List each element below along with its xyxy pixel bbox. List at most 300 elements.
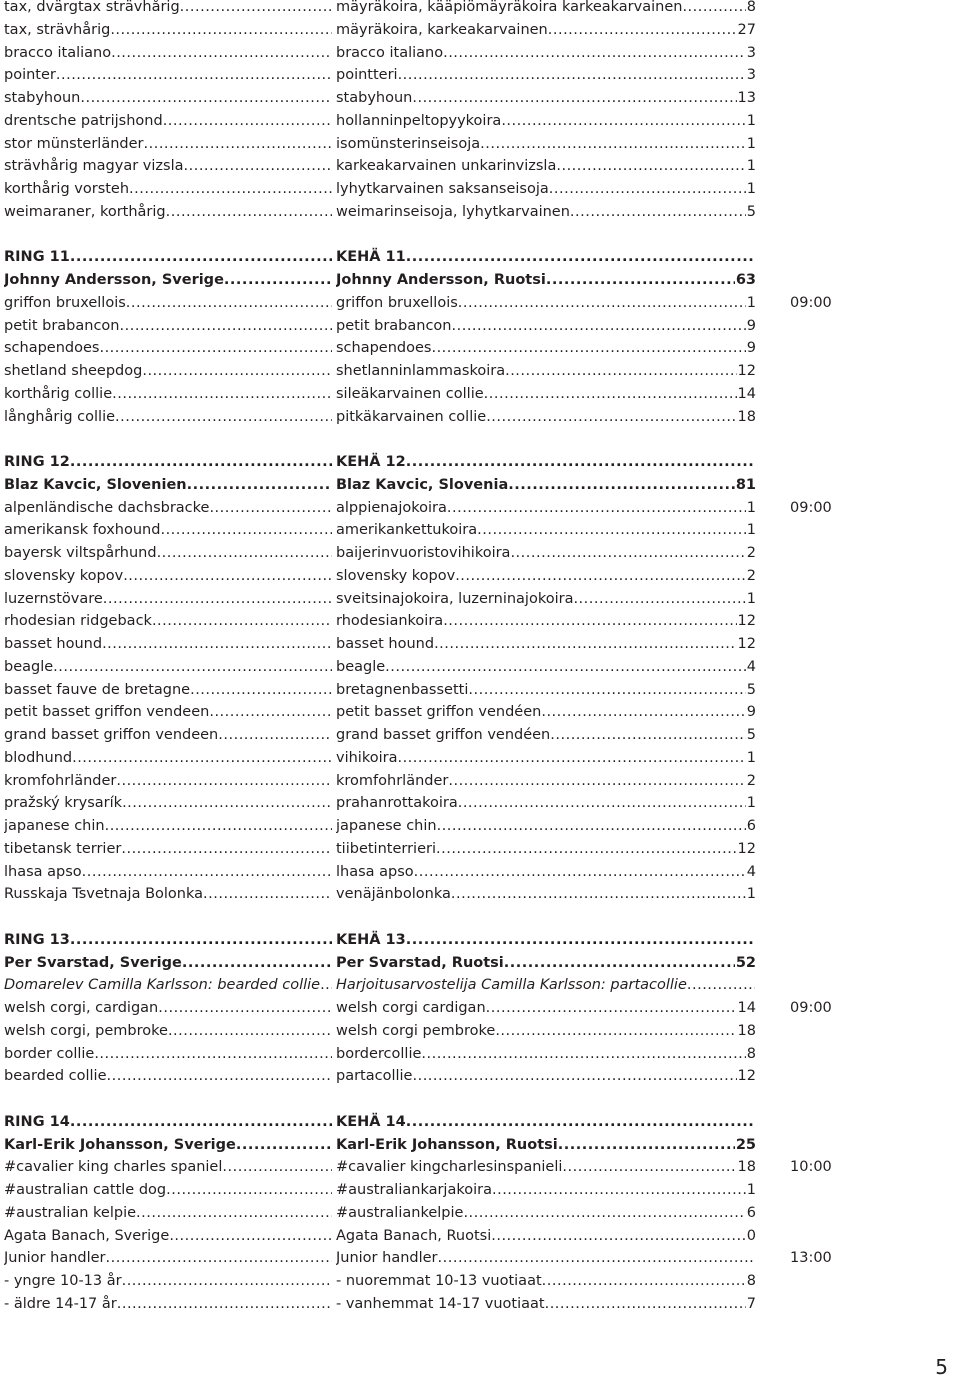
swedish-cell — [4, 974, 332, 996]
breed-row — [0, 64, 960, 86]
breed-row — [0, 201, 960, 223]
finnish-text: Harjoitusarvostelija Camilla Karlsson: partacollie — [336, 977, 687, 994]
finnish-cell — [336, 406, 756, 428]
swedish-text: Domarelev Camilla Karlsson: bearded collie — [4, 977, 321, 994]
breed-row — [0, 883, 960, 905]
entry-count: 14 — [737, 1000, 756, 1016]
dot-leader — [120, 315, 333, 337]
breed-row — [0, 633, 960, 655]
swedish-text: alpenländische dachsbracke — [4, 499, 210, 516]
dot-leader — [116, 770, 332, 792]
swedish-text: blodhund — [4, 749, 73, 766]
dot-leader — [570, 201, 746, 223]
entry-count: 2 — [746, 772, 756, 789]
finnish-text: partacollie — [336, 1068, 413, 1085]
dot-leader — [136, 1202, 332, 1224]
dot-leader — [103, 588, 332, 610]
finnish-text: welsh corgi pembroke — [336, 1022, 496, 1039]
swedish-text: griffon bruxellois — [4, 294, 126, 311]
entry-count: 0 — [746, 1227, 756, 1244]
swedish-cell — [4, 747, 332, 769]
swedish-text: grand basset griffon vendeen — [4, 727, 219, 743]
finnish-cell — [336, 1134, 756, 1156]
swedish-text: Junior handler — [4, 1250, 106, 1267]
entry-count: 9 — [746, 340, 756, 357]
dot-leader — [549, 178, 746, 200]
breed-row — [0, 383, 960, 405]
finnish-text: pointteri — [336, 67, 398, 84]
dot-leader — [458, 792, 746, 814]
dot-leader — [406, 246, 755, 268]
finnish-text: venäjänbolonka — [336, 886, 451, 903]
swedish-cell — [4, 565, 332, 587]
swedish-cell — [4, 315, 332, 337]
swedish-text: #australian kelpie — [4, 1204, 137, 1221]
finnish-text: schapendoes — [336, 340, 432, 357]
dot-leader — [112, 383, 332, 405]
finnish-text: rhodesiankoira — [336, 613, 444, 630]
dot-leader — [510, 542, 745, 564]
dot-leader — [190, 679, 332, 701]
finnish-cell — [336, 1293, 756, 1315]
dot-leader — [443, 42, 746, 64]
dot-leader — [406, 1111, 755, 1133]
finnish-text: Per Svarstad, Ruotsi — [336, 954, 504, 971]
ring-heading — [0, 451, 960, 473]
entry-count: 1 — [746, 886, 756, 903]
swedish-text: - yngre 10-13 år — [4, 1273, 122, 1289]
swedish-cell — [4, 542, 332, 564]
swedish-text: tax, dvärgtax strävhårig — [4, 0, 180, 15]
dot-leader — [53, 656, 332, 678]
swedish-cell — [4, 155, 332, 177]
note-row — [0, 974, 960, 996]
finnish-cell — [336, 679, 756, 701]
finnish-cell — [336, 337, 756, 359]
swedish-text: japanese chin — [4, 818, 105, 834]
dot-leader — [414, 861, 746, 883]
dot-leader — [117, 1293, 332, 1315]
swedish-cell — [4, 1293, 332, 1315]
dot-leader — [158, 997, 332, 1019]
finnish-cell — [336, 838, 756, 860]
finnish-cell — [336, 747, 756, 769]
finnish-cell — [336, 0, 756, 18]
swedish-text: Agata Banach, Sverige — [4, 1227, 170, 1244]
finnish-text: vihikoira — [336, 749, 398, 766]
swedish-cell — [4, 1043, 332, 1065]
dot-leader — [431, 337, 745, 359]
breed-row — [0, 588, 960, 610]
swedish-cell — [4, 679, 332, 701]
ring-heading — [0, 246, 960, 268]
finnish-cell — [336, 656, 756, 678]
swedish-cell — [4, 42, 332, 64]
dot-leader — [447, 497, 746, 519]
breed-row — [0, 679, 960, 701]
dot-leader — [545, 1293, 746, 1315]
swedish-text: tax, strävhårig — [4, 21, 111, 38]
start-time: 09:00 — [790, 294, 832, 311]
swedish-cell — [4, 1111, 332, 1133]
breed-row — [0, 0, 960, 18]
dot-leader — [504, 952, 735, 974]
breed-row — [0, 1225, 960, 1247]
swedish-cell — [4, 929, 332, 951]
entry-count: 12 — [737, 840, 756, 857]
entry-count: 3 — [746, 67, 756, 84]
dot-leader — [129, 178, 332, 200]
entry-count: 18 — [737, 1022, 756, 1039]
entry-count: 18 — [737, 1159, 756, 1176]
finnish-text: alppienajokoira — [336, 499, 447, 516]
finnish-text: tiibetinterrieri — [336, 840, 436, 857]
finnish-cell — [336, 1202, 756, 1224]
swedish-cell — [4, 1156, 332, 1178]
swedish-cell — [4, 19, 332, 41]
finnish-cell — [336, 861, 756, 883]
swedish-cell — [4, 815, 332, 837]
dot-leader — [168, 1020, 332, 1042]
finnish-cell — [336, 815, 756, 837]
swedish-text: luzernstövare — [4, 590, 103, 607]
dot-leader — [468, 679, 745, 701]
breed-row — [0, 19, 960, 41]
dot-leader — [209, 497, 332, 519]
dot-leader — [486, 997, 737, 1019]
swedish-cell — [4, 1179, 332, 1201]
entry-count: 1 — [746, 294, 756, 311]
judge-row — [0, 952, 960, 974]
swedish-text: Russkaja Tsvetnaja Bolonka — [4, 886, 204, 903]
entry-count: 9 — [746, 317, 756, 334]
breed-row — [0, 1202, 960, 1224]
swedish-text: RING 12 — [4, 454, 70, 470]
finnish-cell — [336, 155, 756, 177]
finnish-text: karkeakarvainen unkarinvizsla — [336, 158, 557, 175]
breed-row — [0, 292, 960, 314]
swedish-cell — [4, 1202, 332, 1224]
swedish-cell — [4, 997, 332, 1019]
entry-count: 9 — [746, 704, 756, 721]
breed-row — [0, 565, 960, 587]
entry-count: 1 — [746, 1182, 756, 1198]
breed-row — [0, 315, 960, 337]
dot-leader — [203, 883, 332, 905]
swedish-text: petit brabancon — [4, 317, 120, 334]
swedish-text: Blaz Kavcic, Slovenien — [4, 476, 187, 493]
finnish-cell — [336, 724, 756, 746]
entry-count: 1 — [746, 522, 756, 539]
finnish-text: #australiankarjakoira — [336, 1182, 492, 1198]
dot-leader — [458, 292, 746, 314]
swedish-text: Per Svarstad, Sverige — [4, 954, 182, 971]
finnish-text: KEHÄ 14 — [336, 1113, 406, 1130]
dot-leader — [115, 406, 332, 428]
swedish-cell — [4, 861, 332, 883]
dot-leader — [107, 1065, 332, 1087]
entry-count: 1 — [746, 590, 756, 607]
finnish-text: Junior handler — [336, 1250, 438, 1267]
finnish-text: bracco italiano — [336, 44, 444, 61]
breed-row — [0, 42, 960, 64]
finnish-text: mäyräkoira, karkeakarvainen — [336, 21, 548, 38]
dot-leader — [550, 724, 746, 746]
finnish-text: bretagnenbassetti — [336, 681, 469, 698]
dot-leader — [437, 815, 746, 837]
finnish-cell — [336, 1156, 756, 1178]
swedish-cell — [4, 474, 332, 496]
finnish-cell — [336, 42, 756, 64]
finnish-cell — [336, 1270, 756, 1292]
swedish-text: #australian cattle dog — [4, 1182, 167, 1198]
swedish-cell — [4, 610, 332, 632]
entry-count: 2 — [746, 545, 756, 561]
dot-leader — [320, 974, 332, 996]
finnish-text: KEHÄ 13 — [336, 931, 406, 948]
entry-count: 5 — [746, 681, 756, 698]
dot-leader — [218, 724, 332, 746]
swedish-cell — [4, 337, 332, 359]
swedish-text: border collie — [4, 1045, 95, 1062]
entry-count: 1 — [746, 749, 756, 766]
dot-leader — [398, 64, 746, 86]
swedish-text: strävhårig magyar vizsla — [4, 158, 184, 175]
dot-leader — [70, 246, 332, 268]
swedish-text: petit basset griffon vendeen — [4, 704, 210, 721]
breed-row — [0, 1270, 960, 1292]
finnish-text: petit basset griffon vendéen — [336, 704, 542, 721]
entry-count: 81 — [735, 476, 756, 493]
entry-count: 1 — [746, 158, 756, 175]
swedish-cell — [4, 701, 332, 723]
dot-leader — [126, 292, 332, 314]
finnish-cell — [336, 770, 756, 792]
entry-count: 1 — [746, 795, 756, 812]
finnish-cell — [336, 64, 756, 86]
breed-row — [0, 497, 960, 519]
entry-count: 8 — [746, 0, 756, 15]
dot-leader — [72, 747, 332, 769]
breed-row — [0, 838, 960, 860]
swedish-cell — [4, 201, 332, 223]
dot-leader — [187, 474, 332, 496]
breed-row — [0, 997, 960, 1019]
entry-count: 52 — [735, 954, 756, 971]
swedish-cell — [4, 770, 332, 792]
finnish-text: petit brabancon — [336, 317, 452, 334]
swedish-text: - äldre 14-17 år — [4, 1295, 117, 1312]
finnish-text: shetlanninlammaskoira — [336, 363, 506, 379]
finnish-text: mäyräkoira, kääpiömäyräkoira karkeakarvainen — [336, 0, 683, 15]
swedish-text: basset hound — [4, 636, 103, 652]
swedish-text: pointer — [4, 67, 56, 84]
swedish-cell — [4, 724, 332, 746]
finnish-cell — [336, 315, 756, 337]
finnish-cell — [336, 133, 756, 155]
dot-leader — [463, 1202, 745, 1224]
swedish-cell — [4, 246, 332, 268]
dot-leader — [452, 315, 746, 337]
finnish-text: baijerinvuoristovihikoira — [336, 545, 511, 561]
finnish-text: Karl-Erik Johansson, Ruotsi — [336, 1136, 558, 1153]
entry-count — [755, 974, 756, 996]
dot-leader — [505, 360, 736, 382]
finnish-cell — [336, 633, 756, 655]
dot-leader — [160, 519, 332, 541]
breed-row — [0, 110, 960, 132]
finnish-text: KEHÄ 12 — [336, 454, 406, 470]
finnish-cell — [336, 269, 756, 291]
swedish-text: rhodesian ridgeback — [4, 613, 152, 630]
dot-leader — [434, 633, 736, 655]
finnish-cell — [336, 974, 756, 996]
swedish-cell — [4, 633, 332, 655]
finnish-cell — [336, 588, 756, 610]
finnish-cell — [336, 565, 756, 587]
swedish-cell — [4, 1247, 332, 1269]
swedish-cell — [4, 0, 332, 18]
breed-row — [0, 701, 960, 723]
finnish-cell — [336, 201, 756, 223]
entry-count — [755, 929, 756, 951]
swedish-text: welsh corgi, pembroke — [4, 1022, 168, 1039]
dot-leader — [491, 1225, 746, 1247]
finnish-cell — [336, 792, 756, 814]
dot-leader — [421, 1043, 745, 1065]
finnish-cell — [336, 474, 756, 496]
dot-leader — [573, 588, 745, 610]
finnish-text: sveitsinajokoira, luzerninajokoira — [336, 590, 574, 607]
breed-row — [0, 406, 960, 428]
dot-leader — [436, 838, 737, 860]
swedish-cell — [4, 451, 332, 473]
entry-count: 6 — [746, 1204, 756, 1221]
breed-row — [0, 747, 960, 769]
judge-row — [0, 269, 960, 291]
entry-count: 27 — [737, 21, 756, 38]
swedish-text: bearded collie — [4, 1068, 107, 1085]
swedish-text: slovensky kopov — [4, 567, 124, 584]
breed-row — [0, 1020, 960, 1042]
finnish-text: stabyhoun — [336, 90, 413, 106]
dot-leader — [142, 360, 332, 382]
entry-count — [755, 451, 756, 473]
dot-leader — [682, 0, 745, 18]
dot-leader — [184, 155, 333, 177]
swedish-text: schapendoes — [4, 340, 100, 357]
breed-row — [0, 1156, 960, 1178]
entry-count — [755, 1247, 756, 1269]
swedish-cell — [4, 406, 332, 428]
dot-leader — [111, 42, 332, 64]
dot-leader — [180, 0, 332, 18]
finnish-cell — [336, 952, 756, 974]
swedish-text: beagle — [4, 658, 54, 675]
dot-leader — [477, 519, 746, 541]
swedish-cell — [4, 792, 332, 814]
dot-leader — [556, 155, 745, 177]
dot-leader — [166, 1179, 332, 1201]
page-number: 5 — [935, 1355, 948, 1379]
finnish-cell — [336, 19, 756, 41]
finnish-cell — [336, 246, 756, 268]
finnish-text: - nuoremmat 10-13 vuotiaat — [336, 1273, 542, 1289]
dot-leader — [548, 19, 737, 41]
finnish-text: lhasa apso — [336, 863, 414, 880]
finnish-text: sileäkarvainen collie — [336, 385, 484, 402]
swedish-cell — [4, 178, 332, 200]
entry-count: 5 — [746, 203, 756, 220]
breed-row — [0, 656, 960, 678]
dot-leader — [224, 269, 332, 291]
start-time: 13:00 — [790, 1250, 832, 1267]
entry-count: 12 — [737, 613, 756, 630]
finnish-text: #cavalier kingcharlesinspanieli — [336, 1159, 563, 1176]
dot-leader — [182, 952, 332, 974]
breed-row — [0, 155, 960, 177]
dot-leader — [562, 1156, 736, 1178]
dot-leader — [106, 1247, 332, 1269]
finnish-text: japanese chin — [336, 818, 437, 834]
swedish-cell — [4, 656, 332, 678]
breed-row — [0, 815, 960, 837]
dot-leader — [236, 1134, 332, 1156]
entry-count: 1 — [746, 112, 756, 129]
swedish-cell — [4, 1020, 332, 1042]
finnish-text: amerikankettukoira — [336, 522, 478, 539]
finnish-text: slovensky kopov — [336, 567, 456, 584]
finnish-text: basset hound — [336, 636, 435, 652]
finnish-cell — [336, 1247, 756, 1269]
breed-row — [0, 360, 960, 382]
dot-leader — [163, 110, 332, 132]
dot-leader — [121, 838, 332, 860]
swedish-cell — [4, 1065, 332, 1087]
swedish-text: amerikansk foxhound — [4, 522, 161, 539]
judge-row — [0, 1134, 960, 1156]
entry-count: 8 — [746, 1273, 756, 1289]
breed-row — [0, 542, 960, 564]
swedish-text: Karl-Erik Johansson, Sverige — [4, 1136, 236, 1153]
entry-count: 2 — [746, 567, 756, 584]
finnish-cell — [336, 610, 756, 632]
dot-leader — [209, 701, 332, 723]
swedish-cell — [4, 1134, 332, 1156]
entry-count: 6 — [746, 818, 756, 834]
finnish-text: - vanhemmat 14-17 vuotiaat — [336, 1295, 545, 1312]
swedish-text: tibetansk terrier — [4, 840, 122, 857]
finnish-text: welsh corgi cardigan — [336, 1000, 486, 1016]
entry-count: 1 — [746, 499, 756, 516]
finnish-cell — [336, 178, 756, 200]
dot-leader — [110, 19, 332, 41]
dot-leader — [495, 1020, 736, 1042]
swedish-cell — [4, 1270, 332, 1292]
swedish-cell — [4, 133, 332, 155]
dot-leader — [56, 64, 332, 86]
finnish-text: kromfohrländer — [336, 772, 449, 789]
swedish-cell — [4, 360, 332, 382]
breed-row — [0, 87, 960, 109]
swedish-cell — [4, 110, 332, 132]
finnish-cell — [336, 1020, 756, 1042]
swedish-text: korthårig collie — [4, 385, 113, 402]
dot-leader — [169, 1225, 332, 1247]
swedish-cell — [4, 87, 332, 109]
dot-leader — [501, 110, 745, 132]
finnish-text: #australiankelpie — [336, 1204, 464, 1221]
